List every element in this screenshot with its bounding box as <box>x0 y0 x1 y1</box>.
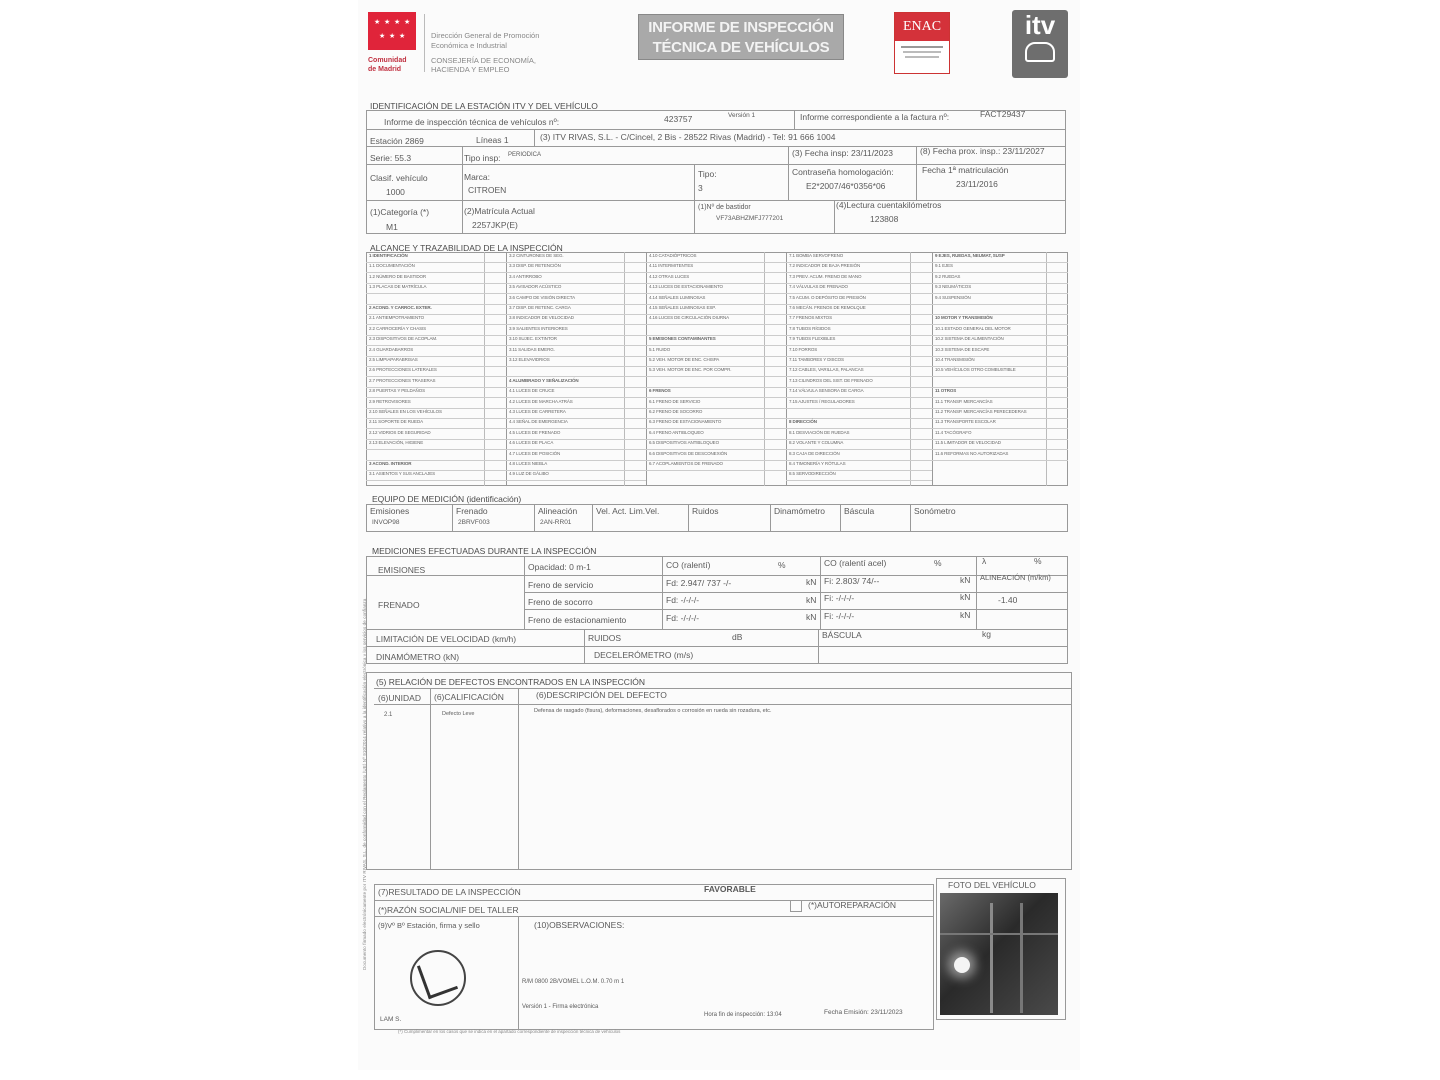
homologation: E2*2007/46*0356*06 <box>806 181 886 191</box>
brake-fd-service: Fd: 2.947/ 737 -/- <box>666 578 732 588</box>
scope-item: 1.2 NÚMERO DE BASTIDOR <box>369 273 427 279</box>
vehicle-type: 3 <box>698 183 703 193</box>
station-code: Estación 2869 <box>370 136 424 146</box>
equipment-label: Báscula <box>844 506 875 516</box>
scope-item: 4.3 LUCES DE CARRETERA <box>509 409 566 414</box>
side-legal-note: Documento firmado electrónicamente por ITV RIVAS, S.L. de conformidad con el Reglamento (UE) Nº 910/2014 relativo a la identificación electrónica y los servicios de confianza <box>362 598 367 970</box>
defects-section-title: (5) RELACIÓN DE DEFECTOS ENCONTRADOS EN LA INSPECCIÓN <box>376 677 646 687</box>
emissions-label: EMISIONES <box>378 565 426 575</box>
scope-item: 7.14 VÁLVULA SENSORA DE CARGA <box>789 388 864 394</box>
scope-item: 11.1 TRANSP. MERCANCÍAS <box>935 398 993 404</box>
scope-item: 7.12 CABLES, VARILLAS, PALANCAS <box>789 367 864 373</box>
scope-item: 2.7 PROTECCIONES TRASERAS <box>369 377 436 383</box>
scope-item: 4.13 LUCES DE ESTACIONAMIENTO <box>649 284 723 290</box>
scope-item: 8 DIRECCIÓN <box>789 419 817 425</box>
enac-logo: ENAC <box>894 12 950 74</box>
version-line: Versión 1 - Firma electrónica <box>522 1004 599 1010</box>
noise-label: RUIDOS <box>588 633 622 643</box>
scope-item: 3.2 CINTURONES DE SEG. <box>509 253 564 258</box>
inspection-type-label: Tipo insp: <box>464 153 501 163</box>
scope-item: 11.4 TACÓGRAFO <box>935 429 972 435</box>
scope-item: 2.13 ELEVACIÓN, HIGIENE <box>369 440 424 446</box>
kn-unit: kN <box>960 610 971 620</box>
region-name: Comunidad <box>368 57 407 64</box>
parking-brake-label: Freno de estacionamiento <box>528 615 627 625</box>
signature-icon <box>417 956 458 999</box>
scope-item: 2.6 PROTECCIONES LATERALES <box>369 367 437 373</box>
scope-item: 6 FRENOS <box>649 388 671 394</box>
comunidad-madrid-logo <box>368 12 416 50</box>
co-label: CO (ralentí) <box>666 560 711 570</box>
scope-item: 4.14 SEÑALES LUMINOSAS <box>649 294 706 300</box>
alignment-value: -1.40 <box>998 595 1018 605</box>
star-icon: ★ <box>379 33 386 40</box>
scope-item: 10 MOTOR Y TRANSMISIÓN <box>935 315 993 321</box>
station-name: (3) ITV RIVAS, S.L. - C/Cincel, 2 Bis - 28522 Rivas (Madrid) - Tel: 91 666 1004 <box>540 132 836 142</box>
scope-item: 4.15 SEÑALES LUMINOSAS ESP. <box>649 305 716 310</box>
defect-unit: 2.1 <box>384 712 393 718</box>
star-icon: ★ <box>394 19 401 26</box>
scope-item: 3 ACOND. INTERIOR <box>369 461 412 466</box>
homologation-label: Contraseña homologación: <box>792 167 894 177</box>
scope-item: 1.1 DOCUMENTACIÓN <box>369 263 415 269</box>
result-label: (7)RESULTADO DE LA INSPECCIÓN <box>378 887 521 897</box>
scope-item: 3.3 DISP. DE RETENCIÓN <box>509 263 561 269</box>
scope-item: 9.4 SUSPENSIÓN <box>935 294 971 300</box>
result-value: FAVORABLE <box>704 884 756 894</box>
scope-item: 3.1 ASIENTOS Y SUS ANCLAJES <box>369 471 436 477</box>
category: M1 <box>386 222 398 232</box>
scope-item: 10.2 SISTEMA DE ALIMENTACIÓN <box>935 336 1004 342</box>
scope-item: 11.6 REFORMAS NO AUTORIZADAS <box>935 450 1009 456</box>
star-icon: ★ <box>384 19 391 26</box>
scope-item: 1 IDENTIFICACIÓN <box>369 253 408 258</box>
scope-item: 4 ALUMBRADO Y SEÑALIZACIÓN <box>509 377 579 383</box>
scope-item: 8.1 DESVIACIÓN DE RUEDAS <box>789 429 850 435</box>
scope-item: 10.3 SISTEMA DE ESCAPE <box>935 346 990 352</box>
equipment-section-title: EQUIPO DE MEDICIÓN (identificación) <box>372 494 522 504</box>
scope-item: 2.4 GUARDABARROS <box>369 346 414 352</box>
scope-item: 2.3 DISPOSITIVOS DE ACOPLAM. <box>369 336 438 342</box>
license-plate: 2257JKP(E) <box>472 220 518 230</box>
vehicle-class: 1000 <box>386 187 405 197</box>
equipment-value: 2AN-RR01 <box>540 519 572 526</box>
scope-item: 4.6 LUCES DE PLACA <box>509 440 554 446</box>
kn-unit: kN <box>960 575 971 585</box>
self-repair-label: (*)AUTOREPARACIÓN <box>808 900 897 910</box>
scope-item: 7.3 PREV. ACUM. FRENO DE MANO <box>789 273 862 279</box>
category-label: (1)Categoría (*) <box>370 207 430 217</box>
scope-item: 11.3 TRANSPORTE ESCOLAR <box>935 419 996 425</box>
inspection-line: Líneas 1 <box>476 135 509 145</box>
scope-item: 4.8 LUCES NIEBLA <box>509 461 548 466</box>
emergency-brake-label: Freno de socorro <box>528 597 593 607</box>
scope-item: 4.4 SEÑAL DE EMERGENCIA <box>509 419 568 425</box>
vehicle-photo <box>940 893 1058 1015</box>
scope-item: 7.2 INDICADOR DE BAJA PRESIÓN <box>789 263 861 269</box>
plate-label: (2)Matrícula Actual <box>464 206 535 216</box>
scope-item: 5.3 VEH. MOTOR DE ENC. POR COMPR. <box>649 367 732 373</box>
scope-item: 6.5 DISPOSITIVOS ANTIBLOQUEO <box>649 440 719 446</box>
brake-fi-emergency: Fi: -/-/-/- <box>824 593 855 603</box>
invoice-number: FACT29437 <box>980 109 1026 119</box>
scope-item: 3.8 INDICADOR DE VELOCIDAD <box>509 315 574 321</box>
scope-item: 7.4 VÁLVULAS DE FRENADO <box>789 284 848 290</box>
equipment-value: INVOP98 <box>372 519 400 526</box>
scope-item: 10.5 VEHÍCULOS OTRO COMBUSTIBLE <box>935 367 1016 373</box>
speed-limit-label: LIMITACIÓN DE VELOCIDAD (km/h) <box>376 634 517 644</box>
scope-item: 3.7 DISP. DE RETENC. CARGA <box>509 305 571 310</box>
scope-item: 2.12 VIDRIOS DE SEGURIDAD <box>369 429 431 435</box>
signature-label: (9)Vº Bº Estación, firma y sello <box>378 921 480 930</box>
scope-section-title: ALCANCE Y TRAZABILIDAD DE LA INSPECCIÓN <box>370 243 563 253</box>
scope-item: 8.3 CAJA DE DIRECCIÓN <box>789 450 840 456</box>
issue-date: Fecha Emisión: 23/11/2023 <box>824 1009 903 1016</box>
scope-item: 5.2 VEH. MOTOR DE ENC. CHISPA <box>649 357 720 362</box>
scope-item: 9.2 RUEDAS <box>935 273 961 279</box>
dynamometer-label: DINAMÓMETRO (kN) <box>376 652 460 662</box>
kn-unit: kN <box>806 595 817 605</box>
invoice-label: Informe correspondiente a la factura nº: <box>800 112 950 122</box>
scope-item: 4.12 OTRAS LUCES <box>649 273 690 279</box>
measurements-section-title: MEDICIONES EFECTUADAS DURANTE LA INSPECCIÓN <box>372 546 597 556</box>
scope-item: 4.10 CATADIÓPTRICOS <box>649 253 697 258</box>
kn-unit: kN <box>960 592 971 602</box>
kn-unit: kN <box>806 612 817 622</box>
photo-label: FOTO DEL VEHÍCULO <box>948 880 1036 890</box>
defect-unit-header: (6)UNIDAD <box>378 693 421 703</box>
defect-description-header: (6)DESCRIPCIÓN DEL DEFECTO <box>536 690 667 700</box>
scope-item: 6.3 FRENO DE ESTACIONAMIENTO <box>649 419 722 425</box>
scope-item: 9 EJES, RUEDAS, NEUMAT, SUSP <box>935 253 1005 258</box>
series: Serie: 55.3 <box>370 153 412 163</box>
scale-unit: kg <box>982 629 991 639</box>
scope-item: 7.5 ACUM. O DEPÓSITO DE PRESIÓN <box>789 294 866 300</box>
equipment-label: Alineación <box>538 506 578 516</box>
report-version: Versión 1 <box>728 112 756 119</box>
observations-text: R/M 0800 2B/VOMEL L.O.M. 0.70 m 1 <box>522 979 625 985</box>
alignment-label: ALINEACIÓN (m/km) <box>980 573 1051 582</box>
scope-item: 6.2 FRENO DE SOCORRO <box>649 409 703 414</box>
star-icon: ★ <box>404 19 411 26</box>
scope-item: 9.3 NEUMÁTICOS <box>935 284 972 290</box>
inspection-end-time: Hora fin de inspección: 13:04 <box>704 1012 782 1018</box>
co-unit: % <box>778 560 786 570</box>
scope-item: 7.7 FRENOS MIXTOS <box>789 315 832 321</box>
first-registration: 23/11/2016 <box>956 179 998 189</box>
scope-item: 7.10 FORROS <box>789 346 818 352</box>
scope-item: 2.1 ANTIEMPOTRAMIENTO <box>369 315 425 321</box>
scope-item: 2 ACOND. Y CARROC. EXTER. <box>369 305 432 310</box>
scope-item: 10.1 ESTADO GENERAL DEL MOTOR <box>935 325 1011 331</box>
scope-item: 2.10 SEÑALES EN LOS VEHÍCULOS <box>369 409 442 414</box>
region-name-2: de Madrid <box>368 66 402 73</box>
service-brake-label: Freno de servicio <box>528 580 594 590</box>
inspection-type: PERIODICA <box>508 152 542 158</box>
brand: CITROEN <box>468 185 507 195</box>
inspection-date: (3) Fecha insp: 23/11/2023 <box>792 148 893 158</box>
defect-qualification-header: (6)CALIFICACIÓN <box>434 692 504 702</box>
equipment-value: 2BRVF003 <box>458 519 490 526</box>
lambda-label: λ <box>982 556 987 566</box>
vin: VF73ABHZMFJ777201 <box>716 215 784 222</box>
scope-item: 6.7 ACOPLAMIENTOS DE FRENADO <box>649 461 723 466</box>
scope-item: 2.5 LIMPIAPARABRISAS <box>369 357 418 362</box>
scale-label: BÁSCULA <box>822 630 862 640</box>
scope-item: 7.9 TUBOS FLEXIBLES <box>789 336 836 342</box>
scope-item: 4.9 LUZ DE GÁLIBO <box>509 471 549 477</box>
report-number-label: Informe de inspección técnica de vehículos nº: <box>384 117 560 127</box>
vin-label: (1)Nº de bastidor <box>698 204 751 211</box>
brake-fd-parking: Fd: -/-/-/- <box>666 613 700 623</box>
equipment-label: Emisiones <box>370 506 410 516</box>
scope-item: 7.6 MECÁN. FRENOS DE REMOLQUE <box>789 305 866 310</box>
kn-unit: kN <box>806 577 817 587</box>
inspection-report-page <box>358 0 1080 1070</box>
scope-item: 4.2 LUCES DE MARCHA ATRÁS <box>509 398 573 404</box>
odometer-label: (4)Lectura cuentakilómetros <box>836 200 942 210</box>
scope-item: 2.11 SOPORTE DE RUEDA <box>369 419 424 425</box>
scope-item: 5.1 RUIDO <box>649 346 671 352</box>
scope-item: 3.10 SUJEC. EXTINTOR <box>509 336 557 342</box>
braking-label: FRENADO <box>378 600 420 610</box>
star-icon: ★ <box>374 19 381 26</box>
station-stamp <box>410 950 466 1006</box>
workshop-label: (*)RAZÓN SOCIAL/NIF DEL TALLER <box>378 905 519 915</box>
scope-item: 11 OTROS <box>935 388 957 394</box>
scope-item: 1.3 PLACAS DE MATRÍCULA <box>369 284 427 290</box>
self-repair-checkbox[interactable] <box>790 900 802 912</box>
scope-item: 3.9 SALIENTES INTERIORES <box>509 325 568 331</box>
inspector-name: LAM S. <box>380 1016 402 1023</box>
department-line: Económica e Industrial <box>431 41 507 50</box>
brake-fd-emergency: Fd: -/-/-/- <box>666 595 700 605</box>
equipment-label: Dinamómetro <box>774 506 826 516</box>
scope-item: 3.6 CAMPO DE VISIÓN DIRECTA <box>509 294 575 300</box>
defect-qualification: Defecto Leve <box>442 711 475 717</box>
equipment-label: Vel. Act. Lim.Vel. <box>596 506 660 516</box>
decelerometer-label: DECELERÓMETRO (m/s) <box>594 650 694 660</box>
scope-item: 4.16 LUCES DE CIRCULACIÓN DIURNA <box>649 315 730 321</box>
equipment-label: Sonómetro <box>914 506 956 516</box>
scope-item: 7.15 AJUSTES / REGULADORES <box>789 398 855 404</box>
scope-item: 5 EMISIONES CONTAMINANTES <box>649 336 716 342</box>
scope-item: 6.4 FRENO ANTIBLOQUEO <box>649 429 704 435</box>
observations-label: (10)OBSERVACIONES: <box>534 920 625 930</box>
lambda-unit: % <box>1034 556 1042 566</box>
co-high-label: CO (ralentí acel) <box>824 558 887 568</box>
next-inspection-date: (8) Fecha prox. insp.: 23/11/2027 <box>920 146 1045 156</box>
brake-fi-service: Fi: 2.803/ 74/-- <box>824 576 880 586</box>
scope-item: 8.4 TIMONERÍA Y RÓTULAS <box>789 461 846 466</box>
scope-item: 11.5 LIMITADOR DE VELOCIDAD <box>935 440 1001 446</box>
document-title: INFORME DE INSPECCIÓN TÉCNICA DE VEHÍCULOS <box>638 14 844 60</box>
vehicle-type-label: Tipo: <box>698 169 717 179</box>
scope-item: 7.1 BOMBA SERVOFRENO <box>789 253 844 258</box>
scope-item: 3.5 AVISADOR ACÚSTICO <box>509 284 562 290</box>
department-line: Dirección General de Promoción <box>431 31 540 40</box>
report-number: 423757 <box>664 114 693 124</box>
car-icon <box>1025 42 1055 62</box>
scope-item: 6.6 DISPOSITIVOS DE DESCONEXIÓN <box>649 450 728 456</box>
scope-item: 3.4 ANTIRROBO <box>509 273 542 279</box>
scope-item: 6.1 FRENO DE SERVICIO <box>649 398 701 404</box>
scope-item: 4.1 LUCES DE CRUCE <box>509 388 555 394</box>
star-icon: ★ <box>389 33 396 40</box>
department-line: CONSEJERÍA DE ECONOMÍA, <box>431 56 537 65</box>
scope-item: 3.11 SALIDAS EMERG. <box>509 346 555 352</box>
defect-description: Defensa de rasgado (fisura), deformaciones, desaflorados o corrosión en rueda sin rozadura, etc. <box>534 708 772 714</box>
scope-item: 7.8 TUBOS RÍGIDOS <box>789 325 831 331</box>
scope-item: 3.12 ELEVAVIDRIOS <box>509 357 550 362</box>
vehicle-class-label: Clasif. vehículo <box>370 173 428 183</box>
scope-item: 4.11 INTERMITENTES <box>649 263 694 269</box>
star-icon: ★ <box>399 33 406 40</box>
equipment-label: Frenado <box>456 506 488 516</box>
department-line: HACIENDA Y EMPLEO <box>431 65 510 74</box>
scope-item: 8.5 SERVODIRECCIÓN <box>789 471 836 477</box>
equipment-label: Ruidos <box>692 506 719 516</box>
opacity-value: Opacidad: 0 m-1 <box>528 562 591 572</box>
scope-item: 11.2 TRANSP. MERCANCÍAS PERECEDERAS <box>935 409 1027 414</box>
scope-item: 7.11 TAMBORES Y DISCOS <box>789 357 844 362</box>
brake-fi-parking: Fi: -/-/-/- <box>824 611 855 621</box>
scope-item: 2.9 RETROVISORES <box>369 398 411 404</box>
identification-section-title: IDENTIFICACIÓN DE LA ESTACIÓN ITV Y DEL VEHÍCULO <box>370 101 598 111</box>
first-registration-label: Fecha 1ª matriculación <box>922 165 1009 175</box>
scope-item: 8.2 VOLANTE Y COLUMNA <box>789 440 844 446</box>
itv-logo: itv <box>1012 10 1068 78</box>
odometer: 123808 <box>870 214 899 224</box>
scope-item: 2.2 CARROCERÍA Y CHASIS <box>369 325 427 331</box>
scope-item: 4.5 LUCES DE FRENADO <box>509 429 561 435</box>
scope-item: 4.7 LUCES DE POSICIÓN <box>509 450 561 456</box>
scope-item: 10.4 TRANSMISIÓN <box>935 357 975 362</box>
noise-unit: dB <box>732 632 743 642</box>
footer-note: (*) Cumplimentar en los casos que se indica en el apartado correspondiente de inspección técnica de vehículos <box>398 1029 621 1034</box>
brand-label: Marca: <box>464 172 490 182</box>
scope-item: 2.8 PUERTAS Y PELDAÑOS <box>369 388 425 394</box>
scope-item: 7.13 CILINDROS DEL SIST. DE FRENADO <box>789 377 873 383</box>
co-high-unit: % <box>934 558 942 568</box>
scope-item: 9.1 EJES <box>935 263 953 269</box>
